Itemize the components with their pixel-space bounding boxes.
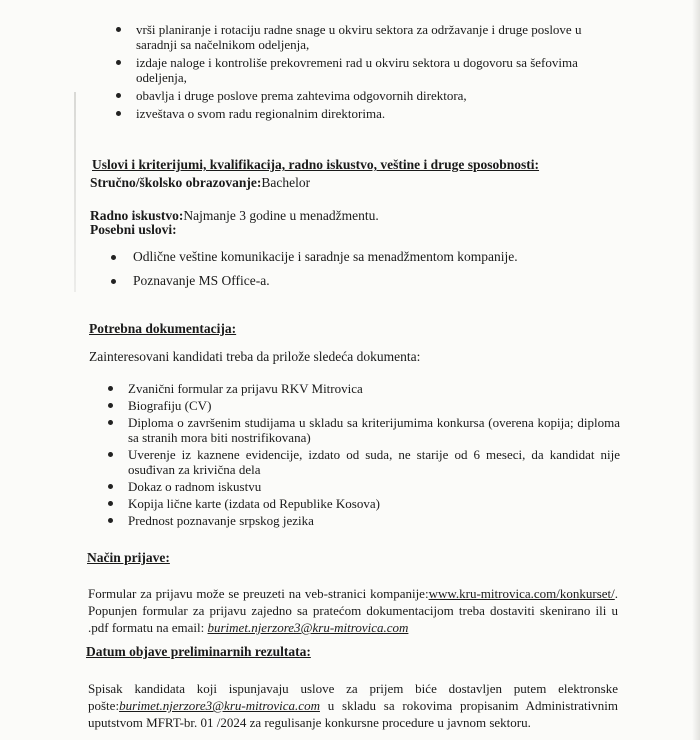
bullet-icon (108, 386, 113, 391)
scan-shadow (74, 92, 76, 292)
results-paragraph: Spisak kandidata koji ispunjavaju uslove za prijem biće dostavljen putem elektronske pošte:burimet.njerzore3@kru-mitrovica.com u skladu sa rokovima propisanim Administrativnim uputstvom MFRT-br. 01 /2024 za regulisanje konkursne procedure u javnom sektoru. (88, 681, 618, 730)
list-item: Poznavanje MS Office-a. (111, 273, 591, 289)
education-value: Bachelor (261, 175, 311, 190)
bullet-icon (116, 111, 121, 116)
list-item: Diploma o završenim studijama u skladu sa kriterijumima konkursa (overena kopija; diploma sa stranih mora biti nostrifikovana) (108, 415, 620, 445)
conditions-heading: Uslovi i kriterijumi, kvalifikacija, radno iskustvo, veštine i druge sposobnosti: (92, 157, 540, 172)
special-conditions-label: Posebni uslovi: (90, 222, 177, 237)
education-line (90, 175, 310, 191)
list-item: Biografiju (CV) (108, 398, 620, 413)
documentation-list (108, 381, 620, 530)
list-item: izveštava o svom radu regionalnim direktorima. (116, 106, 596, 121)
bullet-icon (116, 93, 121, 98)
application-email-link[interactable]: burimet.njerzore3@kru-mitrovica.com (207, 620, 409, 635)
list-item: Zvanični formular za prijavu RKV Mitrovica (108, 381, 620, 396)
application-heading: Način prijave: (87, 550, 170, 565)
list-item: Prednost poznavanje srpskog jezika (108, 513, 620, 528)
results-email-link[interactable]: burimet.njerzore3@kru-mitrovica.com (119, 698, 320, 713)
bullet-icon (116, 60, 121, 65)
page-edge-shadow (692, 0, 700, 740)
experience-label: Radno iskustvo: (90, 208, 184, 223)
bullet-icon (108, 484, 113, 489)
bullet-icon (111, 279, 116, 284)
list-item: Kopija lične karte (izdata od Republike Kosova) (108, 496, 620, 511)
education-label: Stručno/školsko obrazovanje: (90, 175, 262, 190)
list-item: Odlične veštine komunikacije i saradnje sa menadžmentom kompanije. (111, 249, 591, 265)
bullet-icon (108, 452, 113, 457)
documentation-intro: Zainteresovani kandidati treba da prilože sledeća dokumenta: (89, 349, 421, 364)
bullet-icon (108, 403, 113, 408)
bullet-icon (108, 501, 113, 506)
list-item: Dokaz o radnom iskustvu (108, 479, 620, 494)
list-item: obavlja i druge poslove prema zahtevima odgovornih direktora, (116, 88, 596, 103)
special-conditions-list (111, 249, 591, 297)
list-item: izdaje naloge i kontroliše prekovremeni rad u okviru sektora u dogovoru sa šefovima odeljenja, (116, 55, 596, 85)
experience-value: Najmanje 3 godine u menadžmentu. (183, 208, 379, 223)
results-heading: Datum objave preliminarnih rezultata: (86, 644, 311, 659)
bullet-icon (111, 255, 116, 260)
list-item: vrši planiranje i rotaciju radne snage u okviru sektora za održavanje i druge poslove u saradnji sa načelnikom odeljenja, (116, 22, 596, 52)
bullet-icon (108, 518, 113, 523)
documentation-heading: Potrebna dokumentacija: (89, 321, 237, 336)
list-item: Uverenje iz kaznene evidencije, izdato od suda, ne starije od 6 meseci, da kandidat nije osuđivan za krivična dela (108, 447, 620, 477)
duties-list (116, 22, 596, 124)
application-url-link[interactable]: www.kru-mitrovica.com/konkurset/ (428, 586, 615, 601)
application-paragraph: Formular za prijavu može se preuzeti na veb-stranici kompanije:www.kru-mitrovica.com/konkurset/. Popunjen formular za prijavu zajedno sa pratećom dokumentacijom treba dostaviti skenirano ili u .pdf formatu na email: burimet.njerzore3@kru-mitrovica.com (88, 586, 618, 635)
bullet-icon (108, 420, 113, 425)
bullet-icon (116, 27, 121, 32)
